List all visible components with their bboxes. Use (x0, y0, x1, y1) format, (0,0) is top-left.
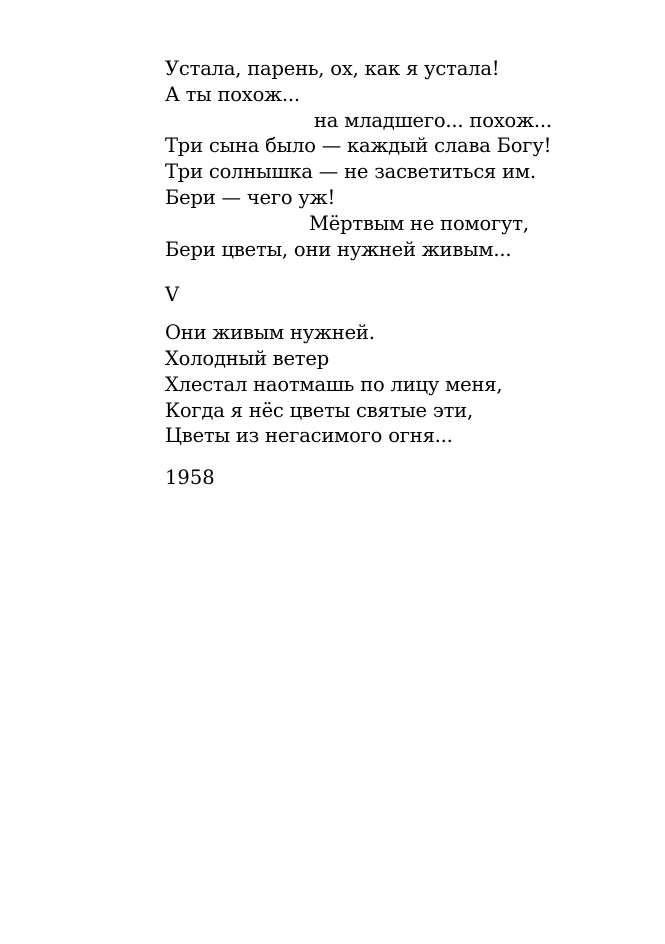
poem-date: 1958 (165, 466, 215, 490)
poem-line: Цветы из негасимого огня... (165, 424, 453, 448)
stanza-4 (165, 56, 635, 262)
poem-line: Они живым нужней. (165, 321, 375, 345)
poem-line-indented: на младшего... похож... (314, 108, 552, 132)
poem-line-indented: Мёртвым не помогут, (309, 211, 529, 235)
poem-line: Когда я нёс цветы святые эти, (165, 398, 473, 422)
poem-line: Три солнышка — не засветиться им. (165, 160, 536, 184)
date-gap (165, 449, 635, 465)
stanza-5 (165, 320, 635, 449)
poem-line: Бери цветы, они нужней живым... (165, 237, 512, 261)
poem-line: А ты похож... (165, 82, 300, 106)
poem-line: Три сына было — каждый слава Богу! (165, 134, 552, 158)
poem-line: Устала, парень, ох, как я устала! (165, 57, 500, 80)
stanza-gap (165, 262, 635, 282)
poem-line: Бери — чего уж! (165, 185, 336, 209)
poem-line: Холодный ветер (165, 346, 329, 370)
poem-text (165, 56, 635, 491)
poem-line: Хлестал наотмашь по лицу меня, (165, 372, 503, 396)
section-numeral: V (165, 283, 180, 307)
